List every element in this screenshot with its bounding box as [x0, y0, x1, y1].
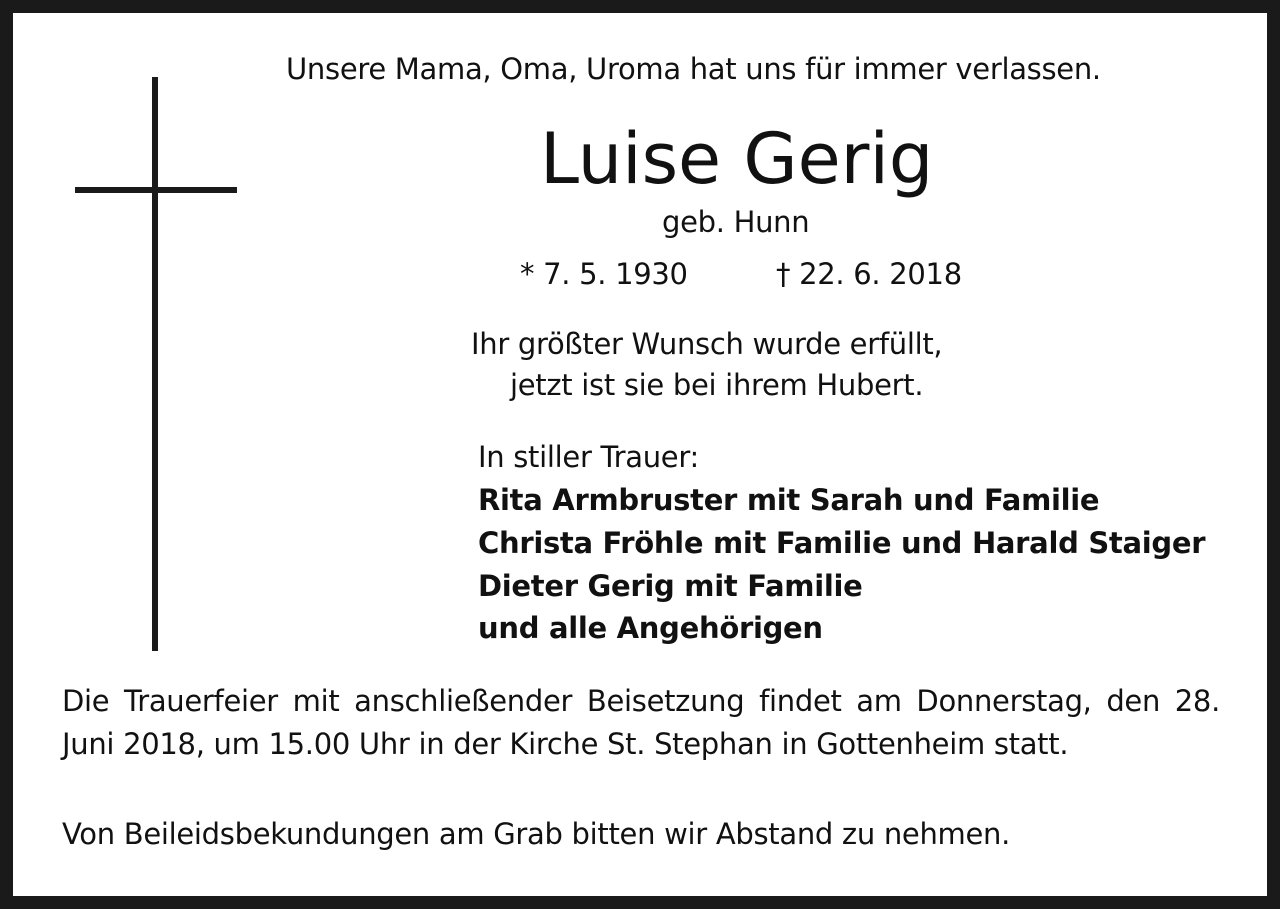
cross-horizontal-bar — [75, 187, 237, 193]
maiden-name: geb. Hunn — [662, 205, 810, 239]
death-date: † 22. 6. 2018 — [776, 257, 962, 291]
cross-vertical-bar — [152, 77, 158, 651]
quote-line-1: Ihr größter Wunsch wurde erfüllt, — [471, 327, 943, 361]
birth-date: * 7. 5. 1930 — [520, 257, 688, 291]
funeral-notice: Die Trauerfeier mit anschließender Beisetzung findet am Donnerstag, den 28. Juni 2018, um 15.00 Uhr in der Kirche St. Stephan in Gottenheim statt. — [62, 684, 1220, 761]
deceased-name: Luise Gerig — [540, 118, 934, 200]
mourner-name: Rita Armbruster mit Sarah und Familie — [478, 483, 1100, 517]
condolence-notice: Von Beileidsbekundungen am Grab bitten wir Abstand zu nehmen. — [62, 817, 1011, 851]
mourning-intro: In stiller Trauer: — [478, 440, 699, 474]
mourner-name: Dieter Gerig mit Familie — [478, 569, 863, 603]
mourner-name: und alle Angehörigen — [478, 611, 823, 645]
mourner-name: Christa Fröhle mit Familie und Harald Staiger — [478, 526, 1206, 560]
quote-line-2: jetzt ist sie bei ihrem Hubert. — [510, 368, 924, 402]
intro-line: Unsere Mama, Oma, Uroma hat uns für immer verlassen. — [286, 52, 1101, 86]
